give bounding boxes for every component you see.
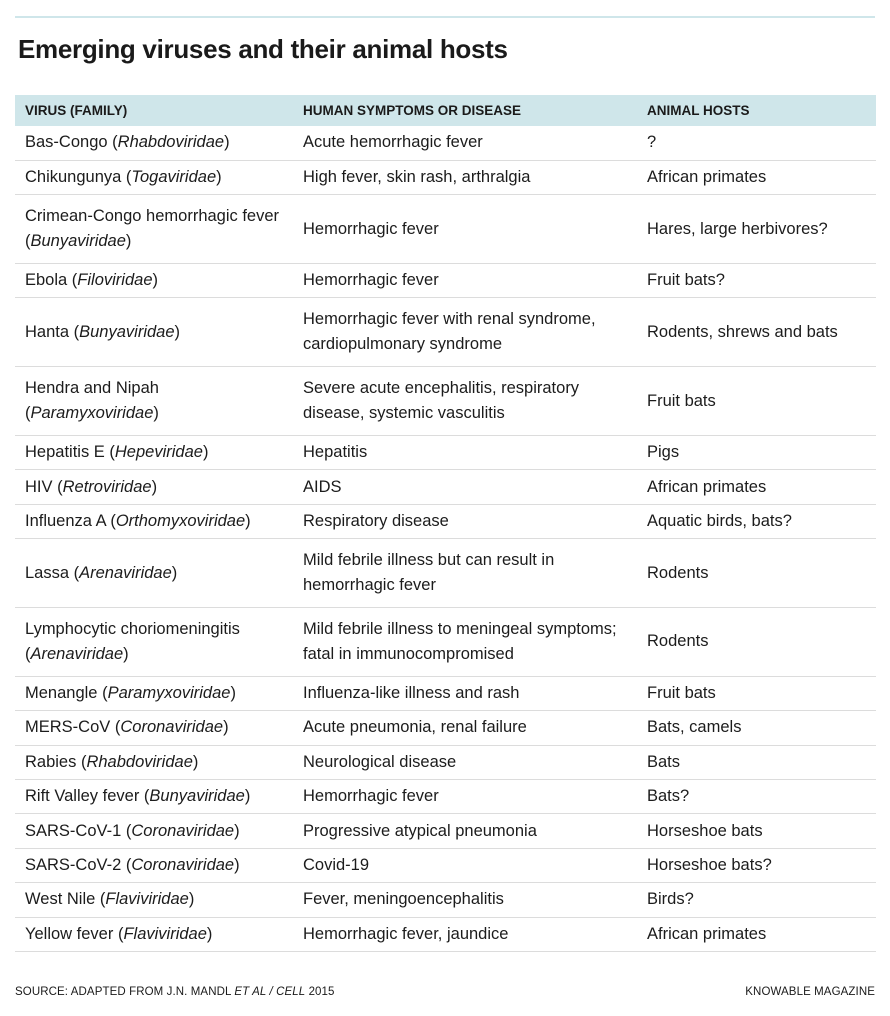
virus-family: Coronaviridae xyxy=(131,855,235,874)
cell-symptoms: Hemorrhagic fever with renal syndrome, cardiopulmonary syndrome xyxy=(293,298,637,367)
cell-virus: Hanta (Bunyaviridae) xyxy=(15,298,293,367)
source-note xyxy=(15,986,335,998)
cell-virus: Bas-Congo (Rhabdoviridae) xyxy=(15,126,293,160)
cell-symptoms: Acute hemorrhagic fever xyxy=(293,126,637,160)
virus-name: Menangle xyxy=(25,684,98,703)
cell-virus: HIV (Retroviridae) xyxy=(15,470,293,504)
cell-hosts: Bats? xyxy=(637,780,876,814)
table-row xyxy=(15,539,876,608)
cell-symptoms: Hemorrhagic fever xyxy=(293,264,637,298)
table-row xyxy=(15,195,876,264)
cell-symptoms: Fever, meningoencephalitis xyxy=(293,883,637,917)
column-header-hosts: ANIMAL HOSTS xyxy=(637,95,876,126)
cell-symptoms: Progressive atypical pneumonia xyxy=(293,814,637,848)
virus-family: Coronaviridae xyxy=(131,821,235,840)
cell-virus: Influenza A (Orthomyxoviridae) xyxy=(15,504,293,538)
table-row xyxy=(15,883,876,917)
table-row xyxy=(15,160,876,194)
cell-hosts: Bats xyxy=(637,745,876,779)
cell-virus: SARS-CoV-2 (Coronaviridae) xyxy=(15,848,293,882)
cell-hosts: African primates xyxy=(637,470,876,504)
table-row xyxy=(15,436,876,470)
cell-symptoms: Acute pneumonia, renal failure xyxy=(293,711,637,745)
virus-name: Hepatitis E xyxy=(25,443,105,462)
cell-virus: SARS-CoV-1 (Coronaviridae) xyxy=(15,814,293,848)
virus-family: Togaviridae xyxy=(131,168,217,187)
cell-hosts: Hares, large herbivores? xyxy=(637,195,876,264)
cell-hosts: Rodents xyxy=(637,608,876,677)
cell-hosts: African primates xyxy=(637,160,876,194)
cell-virus: Ebola (Filoviridae) xyxy=(15,264,293,298)
cell-virus: Lymphocytic choriomeningitis (Arenaviridae) xyxy=(15,608,293,677)
cell-hosts: Horseshoe bats? xyxy=(637,848,876,882)
table-row xyxy=(15,917,876,951)
source-year: 2015 xyxy=(308,986,335,998)
cell-virus: Chikungunya (Togaviridae) xyxy=(15,160,293,194)
cell-symptoms: Hepatitis xyxy=(293,436,637,470)
table-row xyxy=(15,814,876,848)
virus-name: Lymphocytic choriomeningitis xyxy=(25,619,240,638)
table-header-row xyxy=(15,95,876,126)
virus-family: Bunyaviridae xyxy=(30,232,126,251)
virus-family: Orthomyxoviridae xyxy=(115,512,246,531)
page-title: Emerging viruses and their animal hosts xyxy=(18,34,508,64)
table-row xyxy=(15,608,876,677)
table-row xyxy=(15,126,876,160)
virus-family: Rhabdoviridae xyxy=(117,133,225,152)
cell-virus: Rabies (Rhabdoviridae) xyxy=(15,745,293,779)
virus-name: SARS-CoV-2 xyxy=(25,855,122,874)
cell-hosts: ? xyxy=(637,126,876,160)
cell-virus: Rift Valley fever (Bunyaviridae) xyxy=(15,780,293,814)
cell-hosts: Fruit bats xyxy=(637,676,876,710)
virus-name: SARS-CoV-1 xyxy=(25,821,122,840)
virus-family: Hepeviridae xyxy=(114,443,203,462)
table-row xyxy=(15,470,876,504)
cell-symptoms: Mild febrile illness but can result in hemorrhagic fever xyxy=(293,539,637,608)
cell-symptoms: Severe acute encephalitis, respiratory disease, systemic vasculitis xyxy=(293,367,637,436)
cell-hosts: Birds? xyxy=(637,883,876,917)
cell-symptoms: Hemorrhagic fever xyxy=(293,195,637,264)
virus-name: Hanta xyxy=(25,322,70,341)
virus-name: Hendra and Nipah xyxy=(25,379,159,398)
column-header-virus: VIRUS (FAMILY) xyxy=(15,95,293,126)
cell-symptoms: AIDS xyxy=(293,470,637,504)
cell-symptoms: Hemorrhagic fever xyxy=(293,780,637,814)
cell-hosts: Rodents, shrews and bats xyxy=(637,298,876,367)
virus-family: Bunyaviridae xyxy=(79,322,175,341)
cell-symptoms: High fever, skin rash, arthralgia xyxy=(293,160,637,194)
virus-family: Rhabdoviridae xyxy=(86,752,193,771)
virus-family: Filoviridae xyxy=(77,271,153,290)
table-body xyxy=(15,126,876,951)
cell-symptoms: Influenza-like illness and rash xyxy=(293,676,637,710)
virus-family: Arenaviridae xyxy=(79,563,172,582)
virus-name: Rabies xyxy=(25,752,77,771)
cell-hosts: Horseshoe bats xyxy=(637,814,876,848)
cell-hosts: Fruit bats? xyxy=(637,264,876,298)
virus-name: HIV xyxy=(25,477,53,496)
cell-virus: West Nile (Flaviviridae) xyxy=(15,883,293,917)
source-prefix: SOURCE: ADAPTED FROM J.N. MANDL xyxy=(15,986,232,998)
virus-name: MERS-CoV xyxy=(25,718,111,737)
table-row xyxy=(15,298,876,367)
virus-name: Influenza A xyxy=(25,512,106,531)
cell-virus: MERS-CoV (Coronaviridae) xyxy=(15,711,293,745)
virus-family: Paramyxoviridae xyxy=(107,684,231,703)
column-header-symptoms: HUMAN SYMPTOMS OR DISEASE xyxy=(293,95,637,126)
virus-name: Ebola xyxy=(25,271,68,290)
virus-name: Crimean-Congo hemorrhagic fever xyxy=(25,207,280,226)
table-row xyxy=(15,367,876,436)
virus-family: Retroviridae xyxy=(62,477,152,496)
table-row xyxy=(15,264,876,298)
cell-hosts: Rodents xyxy=(637,539,876,608)
table-row xyxy=(15,711,876,745)
cell-virus: Hepatitis E (Hepeviridae) xyxy=(15,436,293,470)
cell-symptoms: Hemorrhagic fever, jaundice xyxy=(293,917,637,951)
credit: KNOWABLE MAGAZINE xyxy=(745,986,875,998)
cell-symptoms: Neurological disease xyxy=(293,745,637,779)
cell-hosts: African primates xyxy=(637,917,876,951)
virus-family: Flaviviridae xyxy=(123,924,207,943)
cell-symptoms: Covid-19 xyxy=(293,848,637,882)
table-row xyxy=(15,848,876,882)
table-row xyxy=(15,676,876,710)
cell-virus: Menangle (Paramyxoviridae) xyxy=(15,676,293,710)
virus-family: Flaviviridae xyxy=(105,890,189,909)
virus-family: Paramyxoviridae xyxy=(30,404,154,423)
virus-name: Bas-Congo xyxy=(25,133,108,152)
virus-name: West Nile xyxy=(25,890,96,909)
virus-name: Chikungunya xyxy=(25,168,122,187)
cell-virus: Lassa (Arenaviridae) xyxy=(15,539,293,608)
virus-family: Coronaviridae xyxy=(120,718,224,737)
table-row xyxy=(15,745,876,779)
virus-family: Bunyaviridae xyxy=(149,787,245,806)
cell-symptoms: Respiratory disease xyxy=(293,504,637,538)
source-italic: ET AL / CELL xyxy=(234,986,306,998)
table-row xyxy=(15,780,876,814)
top-divider xyxy=(15,16,875,18)
virus-family: Arenaviridae xyxy=(30,644,124,663)
virus-name: Yellow fever xyxy=(25,924,114,943)
cell-hosts: Aquatic birds, bats? xyxy=(637,504,876,538)
cell-symptoms: Mild febrile illness to meningeal symptoms; fatal in immunocompromised xyxy=(293,608,637,677)
cell-virus: Crimean-Congo hemorrhagic fever (Bunyaviridae) xyxy=(15,195,293,264)
virus-name: Rift Valley fever xyxy=(25,787,140,806)
cell-hosts: Bats, camels xyxy=(637,711,876,745)
cell-virus: Hendra and Nipah (Paramyxoviridae) xyxy=(15,367,293,436)
cell-virus: Yellow fever (Flaviviridae) xyxy=(15,917,293,951)
virus-table xyxy=(15,95,876,952)
cell-hosts: Fruit bats xyxy=(637,367,876,436)
virus-name: Lassa xyxy=(25,563,70,582)
table-row xyxy=(15,504,876,538)
cell-hosts: Pigs xyxy=(637,436,876,470)
